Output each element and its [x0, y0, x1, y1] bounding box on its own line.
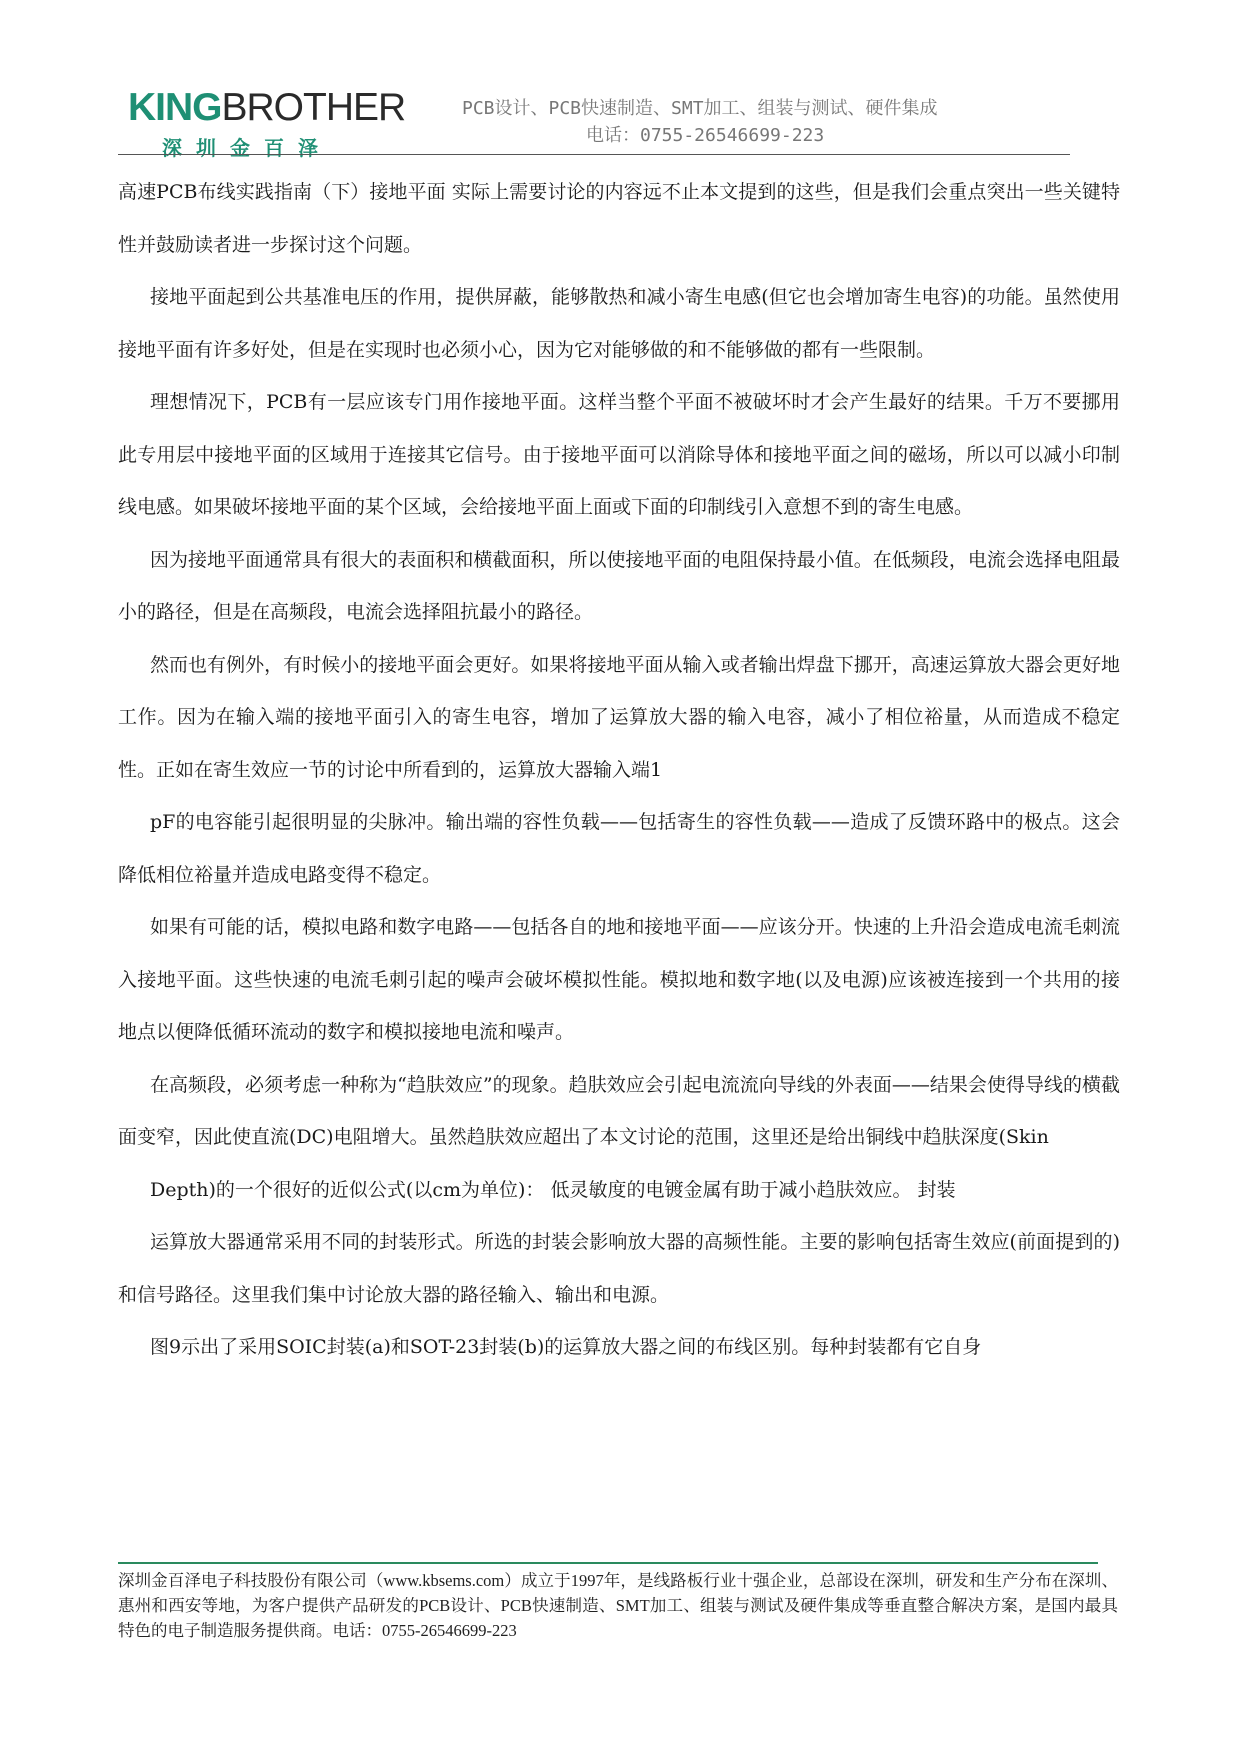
logo-king-text: KING [128, 86, 222, 129]
paragraph: 接地平面起到公共基准电压的作用，提供屏蔽，能够散热和减小寄生电感(但它也会增加寄生电容)的功能。虽然使用接地平面有许多好处，但是在实现时也必须小心，因为它对能够做的和不能够做的都有一些限制。 [118, 286, 1120, 361]
paragraph: 理想情况下，PCB有一层应该专门用作接地平面。这样当整个平面不被破坏时才会产生最好的结果。千万不要挪用此专用层中接地平面的区域用于连接其它信号。由于接地平面可以消除导体和接地平面之间的磁场，所以可以减小印制线电感。如果破坏接地平面的某个区域，会给接地平面上面或下面的印制线引入意想不到的寄生电感。 [118, 391, 1120, 518]
footer-company-info: 深圳金百泽电子科技股份有限公司（www.kbsems.com）成立于1997年，是线路板行业十强企业，总部设在深圳，研发和生产分布在深圳、惠州和西安等地，为客户提供产品研发的PCB设计、PCB快速制造、SMT加工、组装与测试及硬件集成等垂直整合解决方案，是国内最具特色的电子制造服务提供商。电话：0755-26546699-223 [118, 1571, 1118, 1640]
paragraph-intro: 高速PCB布线实践指南（下）接地平面 实际上需要讨论的内容远不止本文提到的这些，但是我们会重点突出一些关键特性并鼓励读者进一步探讨这个问题。 [118, 181, 1120, 256]
company-logo [128, 86, 406, 160]
paragraph: 如果有可能的话，模拟电路和数字电路——包括各自的地和接地平面——应该分开。快速的上升沿会造成电流毛刺流入接地平面。这些快速的电流毛刺引起的噪声会破坏模拟性能。模拟地和数字地(以及电源)应该被连接到一个共用的接地点以便降低循环流动的数字和模拟接地电流和噪声。 [118, 916, 1120, 1043]
paragraph: 因为接地平面通常具有很大的表面积和横截面积，所以使接地平面的电阻保持最小值。在低频段，电流会选择电阻最小的路径，但是在高频段，电流会选择阻抗最小的路径。 [118, 548, 1120, 623]
header-services: PCB设计、PCB快速制造、SMT加工、组装与测试、硬件集成 [462, 98, 938, 119]
page-header [0, 0, 1241, 160]
paragraph: 在高频段，必须考虑一种称为“趋肤效应”的现象。趋肤效应会引起电流流向导线的外表面——结果会使得导线的横截面变窄，因此使直流(DC)电阻增大。虽然趋肤效应超出了本文讨论的范围，这里还是给出铜线中趋肤深度(Skin [118, 1073, 1120, 1148]
logo-wordmark [128, 88, 405, 128]
paragraph: pF的电容能引起很明显的尖脉冲。输出端的容性负载——包括寄生的容性负载——造成了反馈环路中的极点。这会降低相位裕量并造成电路变得不稳定。 [118, 811, 1120, 886]
header-phone: 电话：0755-26546699-223 [586, 125, 825, 146]
footer-divider [118, 1562, 1098, 1564]
paragraph: 然而也有例外，有时候小的接地平面会更好。如果将接地平面从输入或者输出焊盘下挪开，高速运算放大器会更好地工作。因为在输入端的接地平面引入的寄生电容，增加了运算放大器的输入电容，减小了相位裕量，从而造成不稳定性。正如在寄生效应一节的讨论中所看到的，运算放大器输入端1 [118, 653, 1120, 781]
header-divider [118, 154, 1070, 155]
logo-brother-text: BROTHER [221, 86, 406, 129]
paragraph: Depth)的一个很好的近似公式(以cm为单位)： 低灵敏度的电镀金属有助于减小趋肤效应。 封装 [150, 1178, 956, 1201]
paragraph: 运算放大器通常采用不同的封装形式。所选的封装会影响放大器的高频性能。主要的影响包括寄生效应(前面提到的)和信号路径。这里我们集中讨论放大器的路径输入、输出和电源。 [118, 1231, 1120, 1306]
paragraph: 图9示出了采用SOIC封装(a)和SOT-23封装(b)的运算放大器之间的布线区别。每种封装都有它自身 [150, 1336, 982, 1358]
logo-chinese-name: 深圳金百泽 [162, 136, 332, 160]
document-body [118, 166, 1120, 1374]
